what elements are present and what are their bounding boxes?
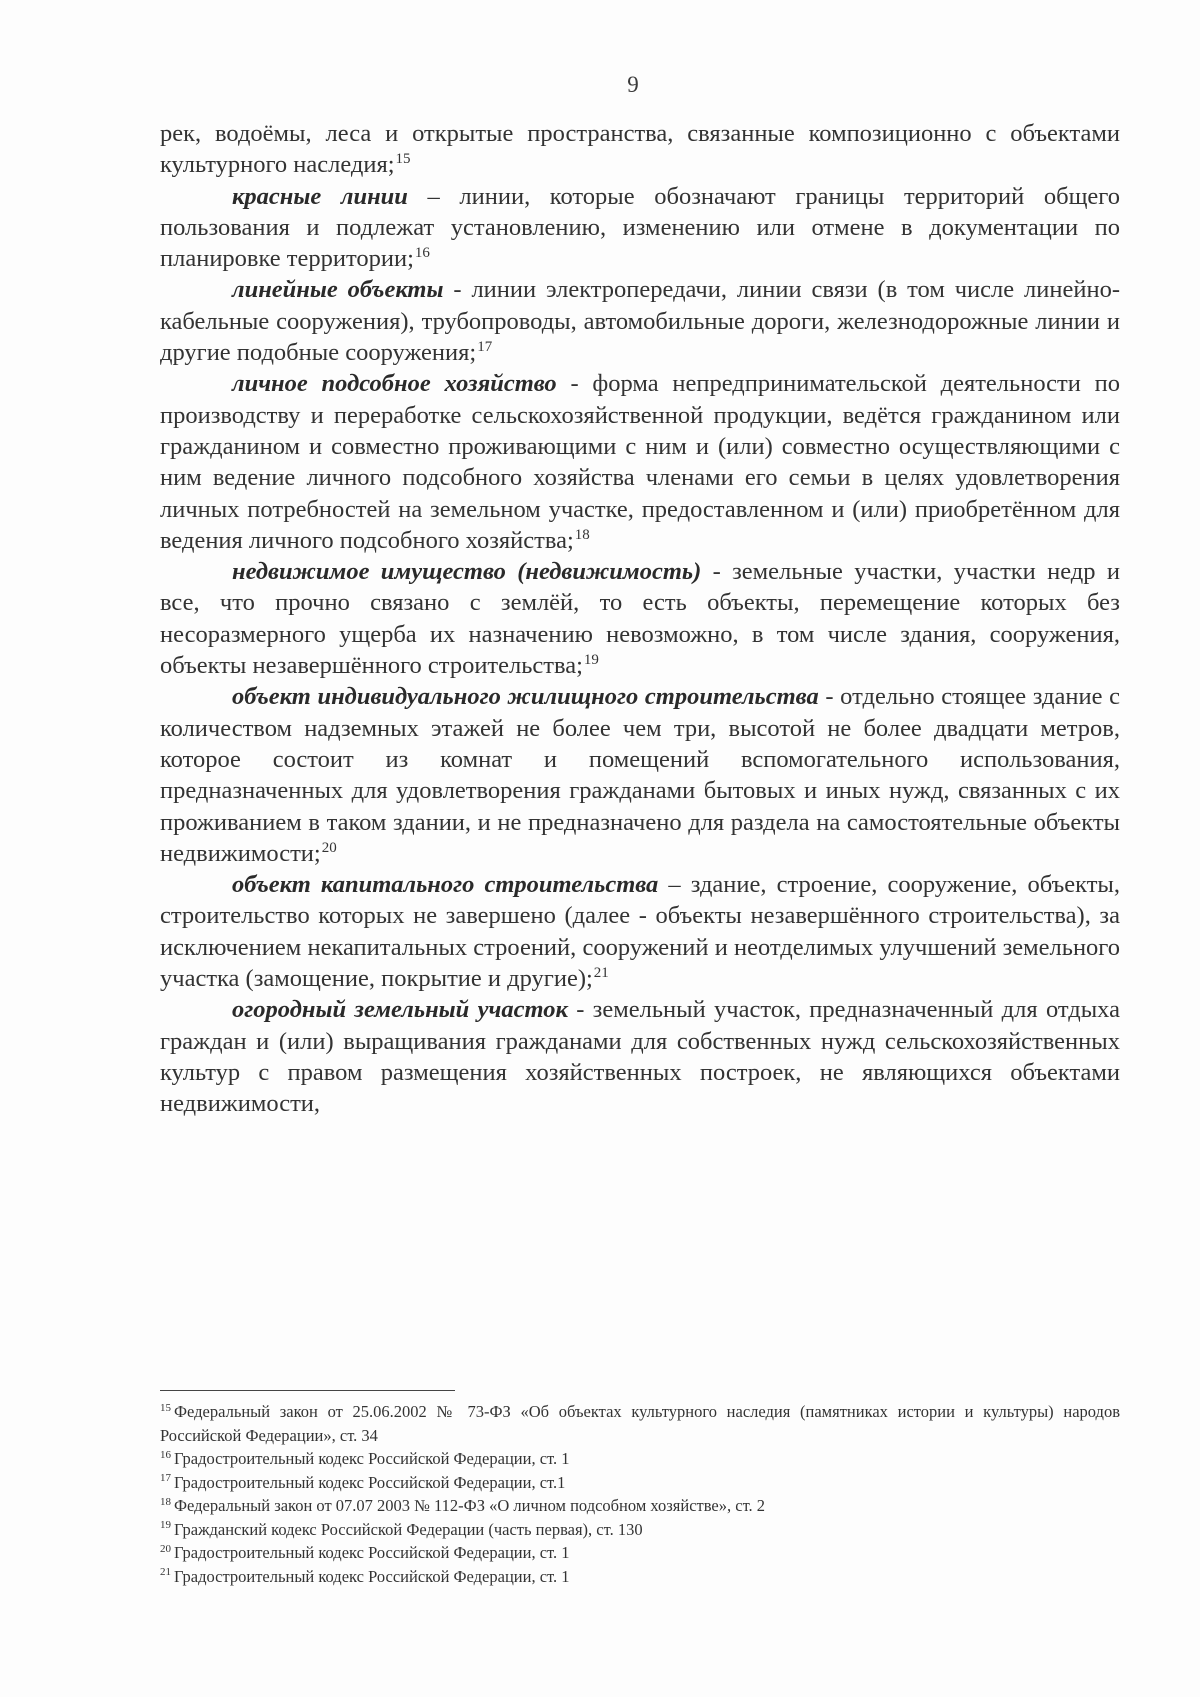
footnote-item [160,1541,1120,1565]
definition-capital-construction [160,869,1120,994]
footnote-separator [160,1390,455,1391]
footnote-item [160,1518,1120,1542]
definition-text: - земельные участки, участки недр и все, что прочно связано с землёй, то есть объекты, перемещение которых без несоразмерного ущерба их назначению невозможно, в том числе здания, сооружения, объекты незавершённого строительства; [160,558,1120,680]
footnote-item [160,1565,1120,1589]
definition-personal-farm [160,368,1120,556]
definition-term: красные линии [232,182,408,210]
definition-term: объект капитального строительства [232,871,659,899]
footnote-ref[interactable]: 19 [583,651,599,668]
footnote-ref[interactable]: 18 [574,526,590,543]
paragraph-continuation [160,118,1120,181]
footnote-item [160,1494,1120,1518]
definition-individual-housing [160,681,1120,869]
footnote-number: 21 [160,1566,171,1578]
footnote-ref[interactable]: 17 [477,338,493,355]
definition-term: линейные объекты [232,276,444,304]
footnote-number: 15 [160,1401,171,1414]
footnote-text: Градостроительный кодекс Российской Федерации, ст. 1 [174,1566,570,1586]
footnote-number: 19 [160,1519,171,1531]
footnote-text: Градостроительный кодекс Российской Федерации, ст.1 [174,1472,566,1492]
footnote-text: Градостроительный кодекс Российской Федерации, ст. 1 [174,1449,570,1468]
footnote-number: 20 [160,1542,171,1555]
footnote-item [160,1471,1120,1495]
definition-term: объект индивидуального жилищного строительства [232,683,819,711]
definition-linear-objects [160,274,1120,368]
page-number: 9 [627,72,639,97]
definition-text: - форма непредпринимательской деятельности по производству и переработке сельскохозяйственной продукции, ведётся гражданином или гражданином и совместно проживающими с ним и (или) совместно осуществляющими с ним ведение личного подсобного хозяйства членами его семьи в целях удовлетворения личных потребностей на земельном участке, предоставленном и (или) приобретённом для ведения личного подсобного хозяйства; [160,370,1120,554]
definition-red-lines [160,181,1120,275]
footnote-ref[interactable]: 20 [321,839,337,856]
paragraph-text: рек, водоёмы, леса и открытые пространства, связанные композиционно с объектами культурного наследия; [160,120,1120,179]
definition-text: – здание, строение, сооружение, объекты, строительство которых не завершено (далее - объекты незавершённого строительства), за исключением некапитальных строений, сооружений и неотделимых улучшений земельного участка (замощение, покрытие и другие); [160,871,1120,993]
footnote-item [160,1400,1120,1447]
footnote-text: Федеральный закон от 25.06.2002 № 73-ФЗ «Об объектах культурного наследия (памятниках истории и культуры) народов Российской Федерации», ст. 34 [160,1402,1120,1445]
footnote-ref[interactable]: 15 [395,151,411,168]
definition-term: огородный земельный участок [232,996,568,1024]
footnote-number: 17 [160,1472,171,1484]
definition-text: - земельный участок, предназначенный для отдыха граждан и (или) выращивания гражданами для собственных нужд сельскохозяйственных культур с правом размещения хозяйственных построек, не являющихся объектами недвижимости, [160,996,1120,1118]
footnote-ref[interactable]: 21 [593,964,609,981]
definition-garden-plot [160,994,1120,1119]
footnote-number: 18 [160,1495,171,1508]
definition-real-estate [160,556,1120,681]
definition-text: - отдельно стоящее здание с количеством надземных этажей не более чем три, высотой не более двадцати метров, которое состоит из комнат и помещений вспомогательного использования, предназначенных для удовлетворения гражданами бытовых и иных нужд, связанных с их проживанием в таком здании, и не предназначено для раздела на самостоятельные объекты недвижимости; [160,683,1120,867]
footnote-text: Градостроительный кодекс Российской Федерации, ст. 1 [174,1543,570,1562]
definition-text: – линии, которые обозначают границы территорий общего пользования и подлежат установлению, изменению или отмене в документации по планировке территории; [160,182,1120,273]
definition-term: личное подсобное хозяйство [232,370,557,398]
definition-term: недвижимое имущество (недвижимость) [232,558,702,586]
body-text [160,118,1120,1120]
footnote-number: 16 [160,1448,171,1461]
footnote-text: Гражданский кодекс Российской Федерации (часть первая), ст. 130 [174,1519,643,1539]
footnote-text: Федеральный закон от 07.07 2003 № 112-ФЗ «О личном подсобном хозяйстве», ст. 2 [174,1496,766,1515]
footnote-item [160,1447,1120,1471]
footnotes [160,1400,1120,1588]
definition-text: - линии электропередачи, линии связи (в том числе линейно-кабельные сооружения), трубопроводы, автомобильные дороги, железнодорожные линии и другие подобные сооружения; [160,276,1121,367]
footnote-ref[interactable]: 16 [414,245,430,262]
